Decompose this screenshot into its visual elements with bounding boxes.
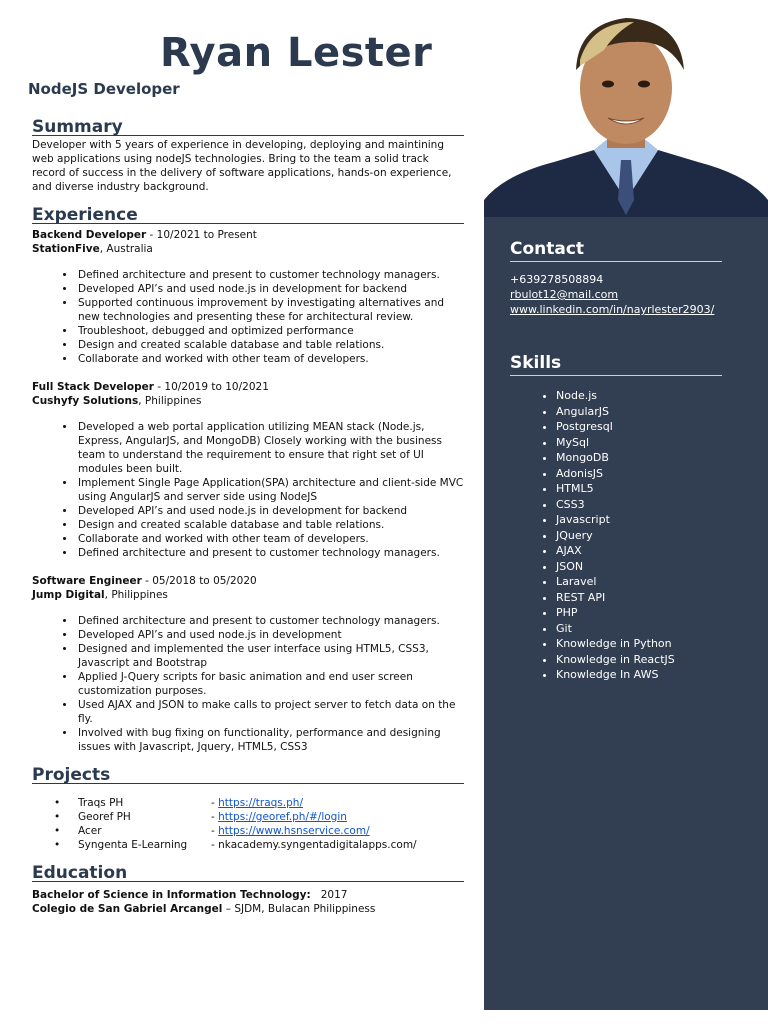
education-degree-line [32, 888, 464, 902]
list-item: • Supported continuous improvement by investigating alternatives and new technologies and presenting these for architectural review. [76, 296, 464, 324]
main-column [32, 117, 464, 916]
project-link-cell [211, 838, 417, 852]
contact-details [510, 272, 722, 317]
job-bullets [32, 268, 464, 366]
education-year: 2017 [320, 889, 348, 901]
person-portrait-icon [484, 0, 768, 217]
project-name: Traqs PH [78, 797, 124, 809]
job-header [32, 228, 464, 242]
job-entry [32, 228, 464, 366]
project-link-cell [211, 824, 417, 838]
job-company: StationFive [32, 243, 100, 255]
skills-section [510, 353, 722, 683]
list-item: • AdonisJS [556, 466, 722, 482]
job-company: Jump Digital [32, 589, 105, 601]
project-link-cell [211, 796, 417, 810]
skills-heading: Skills [510, 353, 722, 376]
contact-linkedin-link[interactable]: www.linkedin.com/in/nayrlester2903/ [510, 303, 715, 316]
job-dates: - 10/2021 to Present [146, 229, 257, 241]
experience-section [32, 205, 464, 754]
list-item: • MySql [556, 435, 722, 451]
list-item: • JSON [556, 559, 722, 575]
contact-phone: +639278508894 [510, 273, 604, 286]
list-item: • MongoDB [556, 450, 722, 466]
job-location: , Philippines [104, 589, 168, 601]
education-school-line [32, 902, 464, 916]
job-title: NodeJS Developer [28, 80, 180, 98]
list-item: • Knowledge In AWS [556, 667, 722, 683]
projects-heading: Projects [32, 768, 464, 784]
project-link[interactable]: https://traqs.ph/ [218, 797, 303, 809]
job-company-line [32, 394, 464, 408]
job-dates: - 10/2019 to 10/2021 [153, 381, 269, 393]
list-item: • REST API [556, 590, 722, 606]
job-location: , Philippines [138, 395, 202, 407]
list-item: • Troubleshoot, debugged and optimized performance [76, 324, 464, 338]
project-link[interactable]: https://www.hsnservice.com/ [218, 825, 370, 837]
contact-section [510, 239, 722, 317]
list-item: • CSS3 [556, 497, 722, 513]
project-link-cell [211, 810, 417, 824]
list-item: • Design and created scalable database and table relations. [76, 518, 464, 532]
list-item: • PHP [556, 605, 722, 621]
list-item: • Defined architecture and present to customer technology managers. [76, 546, 464, 560]
project-sep: - [211, 839, 219, 851]
experience-heading: Experience [32, 208, 464, 224]
education-degree: Bachelor of Science in Information Technology: [32, 889, 311, 901]
list-item: • Implement Single Page Application(SPA) architecture and client-side MVC using AngularJS and server side using NodeJS [76, 476, 464, 504]
job-bullets [32, 614, 464, 754]
project-sep: - [211, 797, 219, 809]
job-company: Cushyfy Solutions [32, 395, 139, 407]
list-item: • Javascript [556, 512, 722, 528]
list-item: • Developed API’s and used node.js in development [76, 628, 464, 642]
education-school: Colegio de San Gabriel Arcangel [32, 903, 223, 915]
bullet-icon: • [54, 839, 61, 851]
sidebar [484, 217, 768, 1010]
list-item: • Involved with bug fixing on functionality, performance and designing issues with Javascript, Jquery, HTML5, CSS3 [76, 726, 464, 754]
contact-email-link[interactable]: rbulot12@mail.com [510, 288, 619, 301]
job-location: , Australia [99, 243, 153, 255]
job-role: Full Stack Developer [32, 381, 154, 393]
list-item: • Designed and implemented the user interface using HTML5, CSS3, Javascript and Bootstrap [76, 642, 464, 670]
resume-name: Ryan Lester [160, 30, 433, 76]
list-item: • HTML5 [556, 481, 722, 497]
job-company-line [32, 588, 464, 602]
summary-section [32, 117, 464, 194]
list-item: • Laravel [556, 574, 722, 590]
summary-heading: Summary [32, 120, 464, 136]
job-company-line [32, 242, 464, 256]
table-row [54, 810, 417, 824]
list-item: • Defined architecture and present to customer technology managers. [76, 268, 464, 282]
list-item: • Developed API’s and used node.js in development for backend [76, 282, 464, 296]
job-entry [32, 380, 464, 560]
education-entry [32, 888, 464, 916]
job-role: Software Engineer [32, 575, 142, 587]
projects-section [32, 765, 464, 852]
project-link[interactable]: https://georef.ph/#/login [218, 811, 347, 823]
bullet-icon: • [54, 797, 61, 809]
list-item: • AJAX [556, 543, 722, 559]
list-item: • Node.js [556, 388, 722, 404]
list-item: • Collaborate and worked with other team of developers. [76, 352, 464, 366]
list-item: • Knowledge in Python [556, 636, 722, 652]
project-sep: - [211, 825, 219, 837]
job-dates: - 05/2018 to 05/2020 [141, 575, 257, 587]
table-row [54, 838, 417, 852]
contact-heading: Contact [510, 239, 722, 262]
project-name: Syngenta E-Learning [78, 839, 188, 851]
bullet-icon: • [54, 811, 61, 823]
list-item: • Design and created scalable database and table relations. [76, 338, 464, 352]
job-entry [32, 574, 464, 754]
job-header [32, 380, 464, 394]
list-item: • JQuery [556, 528, 722, 544]
project-sep: - [211, 811, 219, 823]
list-item: • Collaborate and worked with other team of developers. [76, 532, 464, 546]
job-bullets [32, 420, 464, 560]
projects-table [54, 796, 417, 852]
summary-text: Developer with 5 years of experience in developing, deploying and maintining web applications using nodeJS technologies. Bring to the team a solid track record of success in the delivery of software applications, hands-on experience, and diverse industry background. [32, 139, 452, 193]
list-item: • Developed API’s and used node.js in development for backend [76, 504, 464, 518]
skills-list [510, 388, 722, 683]
table-row [54, 796, 417, 810]
list-item: • AngularJS [556, 404, 722, 420]
list-item: • Developed a web portal application utilizing MEAN stack (Node.js, Express, AngularJS, and MongoDB) Closely working with the business team to understand the requirement to ensure that right set of UI modules been built. [76, 420, 464, 476]
list-item: • Knowledge in ReactJS [556, 652, 722, 668]
list-item: • Postgresql [556, 419, 722, 435]
job-header [32, 574, 464, 588]
profile-photo [484, 0, 768, 217]
table-row [54, 824, 417, 838]
education-location: – SJDM, Bulacan Philippiness [222, 903, 376, 915]
project-url-text: nkacademy.syngentadigitalapps.com/ [218, 839, 417, 851]
list-item: • Defined architecture and present to customer technology managers. [76, 614, 464, 628]
job-role: Backend Developer [32, 229, 147, 241]
education-section [32, 863, 464, 916]
list-item: • Applied J-Query scripts for basic animation and end user screen customization purposes. [76, 670, 464, 698]
education-heading: Education [32, 866, 464, 882]
list-item: • Used AJAX and JSON to make calls to project server to fetch data on the fly. [76, 698, 464, 726]
list-item: • Git [556, 621, 722, 637]
bullet-icon: • [54, 825, 61, 837]
project-name: Acer [78, 825, 102, 837]
project-name: Georef PH [78, 811, 131, 823]
